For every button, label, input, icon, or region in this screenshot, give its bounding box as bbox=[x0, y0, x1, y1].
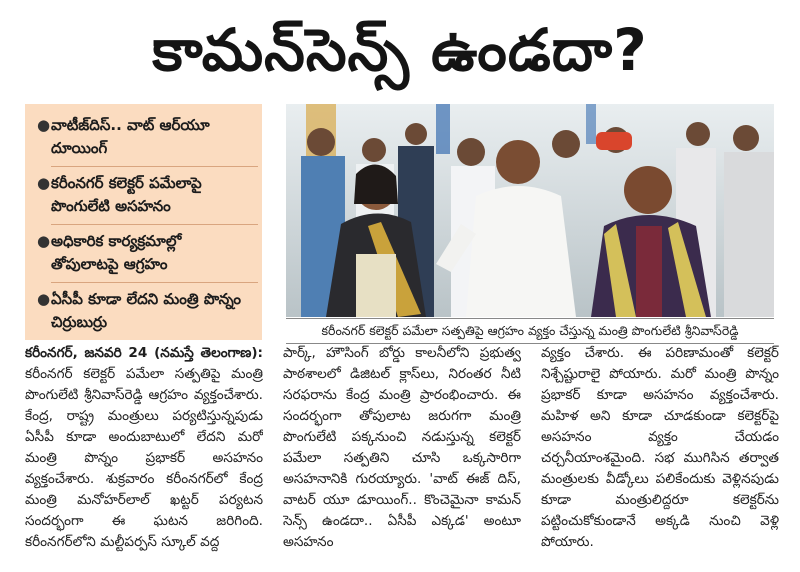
highlight-item bbox=[35, 288, 254, 334]
highlight-text: కరీంనగర్ కలెక్టర్ పమేలాపై పొంగులేటి అసహనం bbox=[51, 174, 202, 215]
article-body bbox=[25, 343, 779, 565]
article-text: వ్యక్తం చేశారు. ఈ పరిణామంతో కలెక్టర్ నిశ్చేష్టురాలై పోయారు. మరో మంత్రి పొన్నం ప్రభాకర్ కూడా అసహనం వ్యక్తంచేశారు. మహిళ అని కూడా చూడకుండా కలెక్టర్‌పై అసహనం వ్యక్తం చేయడం చర్చనీయాంశమైంది. సభ ముగిసిన తర్వాత మంత్రులకు వీడ్కోలు పలికేందుకు వెళ్లినపుడు కూడా మంత్రులిద్దరూ కలెక్టర్‌ను పట్టించుకోకుండానే అక్కడి నుంచి వెళ్లి పోయారు. bbox=[541, 345, 779, 550]
highlight-text: అధికారిక కార్యక్రమాల్లో తోపులాటపై ఆగ్రహం bbox=[51, 232, 182, 273]
highlight-item bbox=[35, 114, 254, 160]
news-photo-illustration bbox=[286, 104, 774, 317]
bullet-icon: ● bbox=[37, 116, 51, 134]
photo-caption: కరీంనగర్ కలెక్టర్ పమేలా సత్పతిపై ఆగ్రహం వ్యక్తం చేస్తున్న మంత్రి పొంగులేటి శ్రీనివాస్‌రెడ్డి bbox=[286, 318, 774, 344]
headline: కామన్‌సెన్స్ ఉండదా? bbox=[152, 16, 648, 84]
article-column-2 bbox=[283, 343, 521, 565]
article-column-3 bbox=[541, 343, 779, 565]
divider bbox=[51, 224, 258, 225]
article-column-1 bbox=[25, 343, 263, 565]
news-photo bbox=[286, 104, 774, 317]
highlight-text: వాటీజ్‌దిస్.. వాట్ ఆర్‌యూ దూయింగ్ bbox=[51, 116, 210, 157]
highlights-box bbox=[25, 104, 262, 340]
divider bbox=[51, 166, 258, 167]
dateline: కరీంనగర్, జనవరి 24 (నమస్తే తెలంగాణ): bbox=[25, 345, 263, 361]
article-text: కరీంనగర్ కలెక్టర్ పమేలా సత్పతిపై మంత్రి పొంగులేటి శ్రీనివాస్‌రెడ్డి ఆగ్రహం వ్యక్తంచేశారు. కేంద్ర, రాష్ట్ర మంత్రులు పర్యటిస్తున్నపుడు ఏసీపీ కూడా అందుబాటులో లేదని మరో మంత్రి పొన్నం ప్రభాకర్ అసహనం వ్యక్తంచేశారు. శుక్రవారం కరీంనగర్‌లో కేంద్ర మంత్రి మనోహర్‌లాల్ ఖట్టర్ పర్యటన సందర్భంగా ఈ ఘటన జరిగింది. కరీంనగర్‌లోని మల్టీపర్పస్ స్కూల్ వద్ద bbox=[25, 366, 263, 550]
divider bbox=[51, 282, 258, 283]
bullet-icon: ● bbox=[37, 290, 51, 308]
article-text: పార్క్, హౌసింగ్ బోర్డు కాలనీలోని ప్రభుత్వ పాఠశాలలో డిజిటల్ క్లాస్‌లు, నిరంతర నీటి సరఫరాను కేంద్ర మంత్రి ప్రారంభించారు. ఈ సందర్భంగా తోపులాట జరుగగా మంత్రి పొంగులేటి పక్కనుంచి నడుస్తున్న కలెక్టర్ పమేలా సత్పతిని చూసి ఒక్కసారిగా అసహనానికి గురయ్యారు. 'వాట్ ఈజ్ దిస్, వాటర్ యూ డూయింగ్.. కొంచెమైనా కామన్ సెన్స్ ఉండదా.. ఏసీపీ ఎక్కడ' అంటూ అసహనం bbox=[283, 345, 521, 550]
highlight-item bbox=[35, 230, 254, 276]
bullet-icon: ● bbox=[37, 232, 51, 250]
bullet-icon: ● bbox=[37, 174, 51, 192]
highlight-item bbox=[35, 172, 254, 218]
highlight-text: ఏసీపీ కూడా లేదని మంత్రి పొన్నం చిర్రుబుర్రు bbox=[51, 290, 242, 331]
